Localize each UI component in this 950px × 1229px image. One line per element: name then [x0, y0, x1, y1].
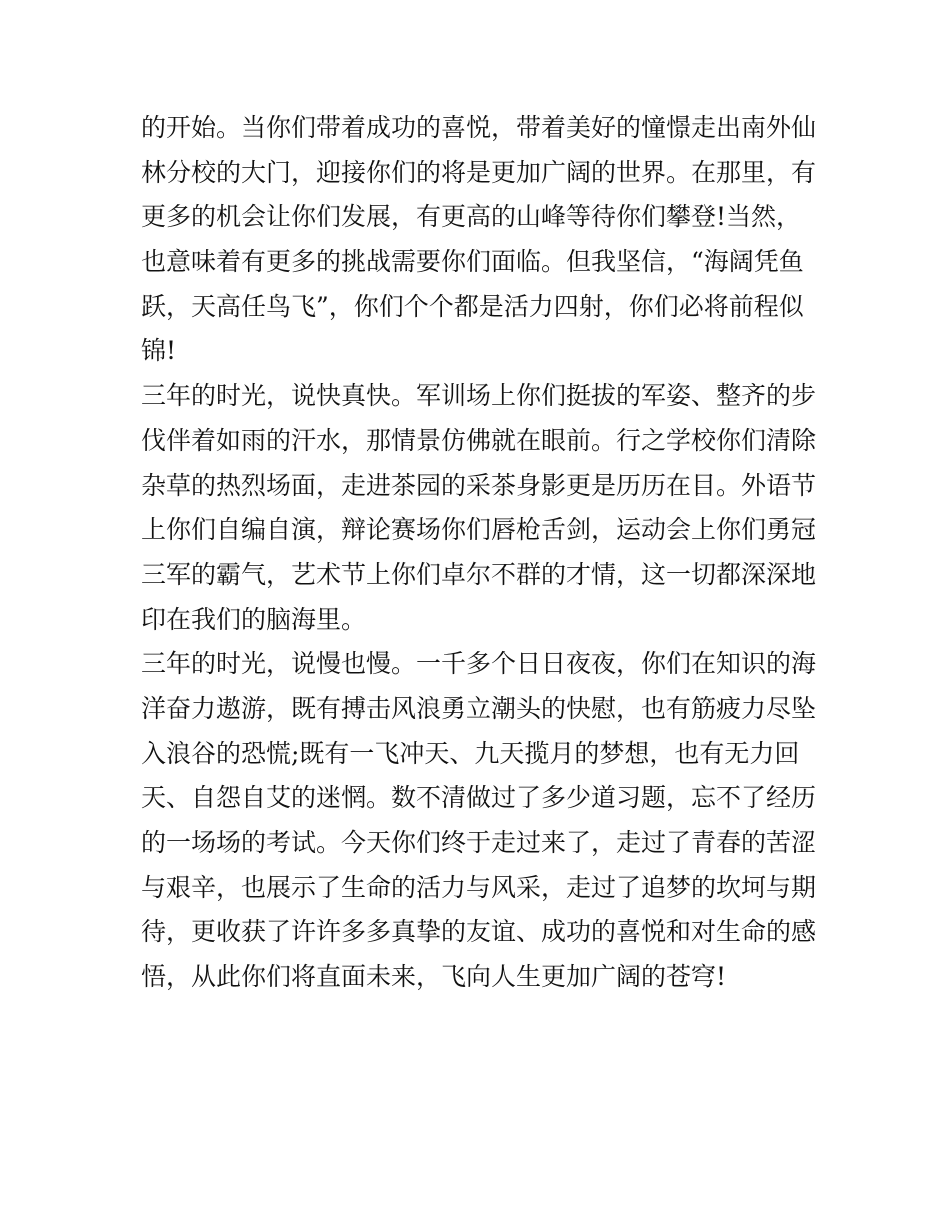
- text-line: 三年的时光，说快真快。军训场上你们挺拔的军姿、整齐的步: [141, 381, 817, 411]
- text-line: 待，更收获了许许多多真挚的友谊、成功的喜悦和对生命的感: [141, 917, 817, 947]
- paragraph-2: [141, 374, 821, 642]
- text-line: 跃，天高任鸟飞”，你们个个都是活力四射，你们必将前程似: [141, 291, 804, 321]
- text-line: 更多的机会让你们发展，有更高的山峰等待你们攀登!当然，: [141, 202, 802, 232]
- text-line: 也意味着有更多的挑战需要你们面临。但我坚信，“海阔凭鱼: [141, 247, 804, 277]
- text-line: 天、自怨自艾的迷惘。数不清做过了多少道习题，忘不了经历: [141, 783, 817, 813]
- text-line: 伐伴着如雨的汗水，那情景仿佛就在眼前。行之学校你们清除: [141, 425, 817, 455]
- text-line: 杂草的热烈场面，走进茶园的采茶身影更是历历在目。外语节: [141, 470, 817, 500]
- text-line: 的一场场的考试。今天你们终于走过来了，走过了青春的苦涩: [141, 828, 817, 857]
- text-line: 悟，从此你们将直面未来，飞向人生更加广阔的苍穹!: [141, 962, 727, 992]
- text-line: 三军的霸气，艺术节上你们卓尔不群的才情，这一切都深深地: [141, 559, 817, 589]
- document-body: [141, 106, 821, 1000]
- text-line: 入浪谷的恐慌;既有一飞冲天、九天揽月的梦想，也有无力回: [141, 738, 800, 768]
- text-line: 上你们自编自演，辩论赛场你们唇枪舌剑，运动会上你们勇冠: [141, 515, 817, 545]
- text-line: 三年的时光，说慢也慢。一千多个日日夜夜，你们在知识的海: [141, 649, 817, 679]
- text-line: 的开始。当你们带着成功的喜悦，带着美好的憧憬走出南外仙: [141, 113, 817, 142]
- paragraph-3: [141, 642, 821, 1000]
- text-line: 印在我们的脑海里。: [141, 604, 367, 634]
- text-line: 锦!: [141, 336, 177, 366]
- text-line: 洋奋力遨游，既有搏击风浪勇立潮头的快慰，也有筋疲力尽坠: [141, 693, 817, 723]
- paragraph-1: [141, 106, 821, 374]
- text-line: 与艰辛，也展示了生命的活力与风采，走过了追梦的坎坷与期: [141, 872, 817, 902]
- text-line: 林分校的大门，迎接你们的将是更加广阔的世界。在那里，有: [141, 157, 817, 187]
